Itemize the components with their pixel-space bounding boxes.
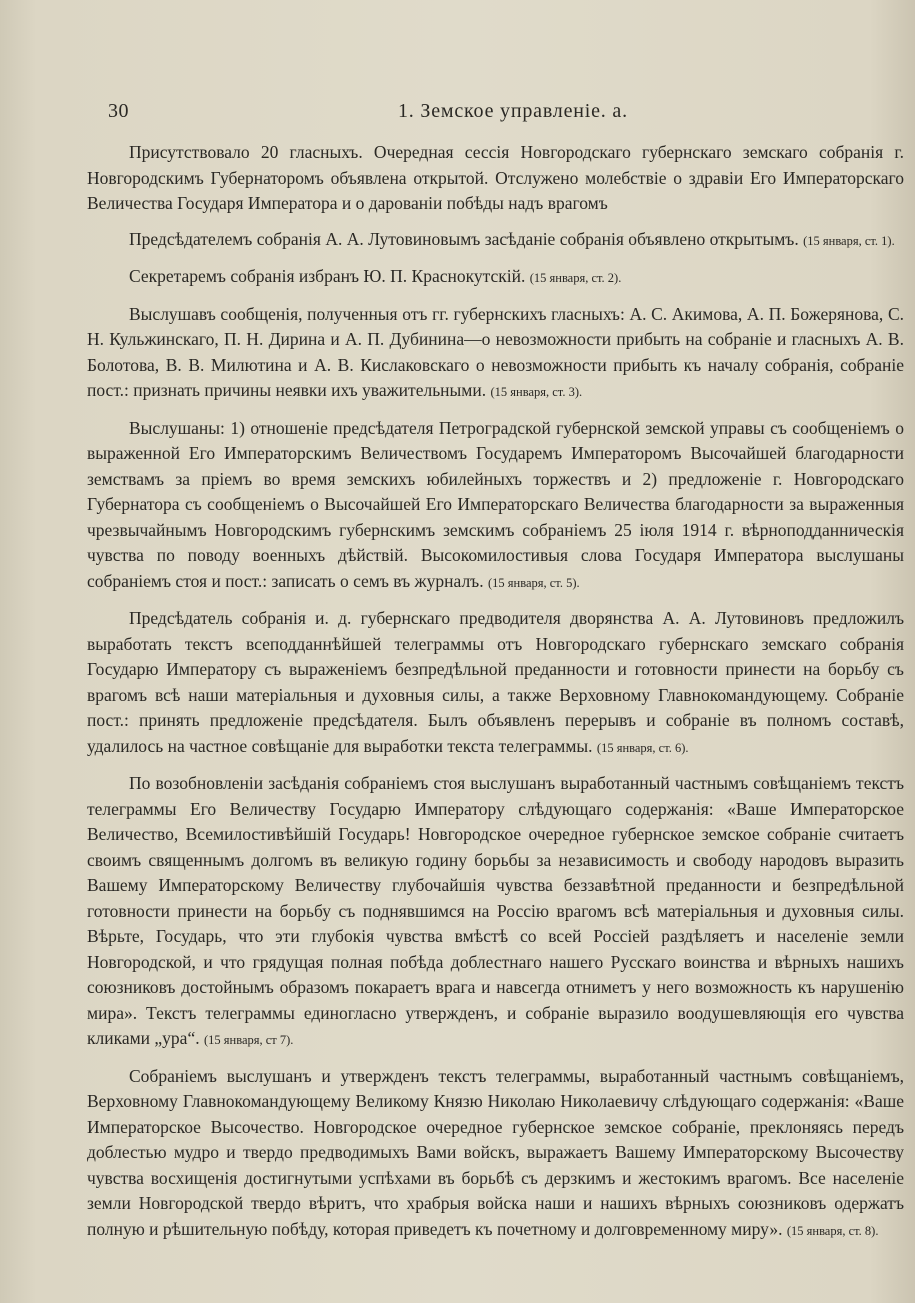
paragraph-text: Предсѣдателемъ собранія А. А. Лутовиновымъ засѣданіе собранія объявлено открытымъ. xyxy=(129,228,799,249)
paragraph-text: Собраніемъ выслушанъ и утвержденъ текстъ телеграммы, выработанный частнымъ совѣщаніемъ, Верховному Главнокомандующему Великому Князю Николаю Николаевичу слѣдующаго содержанія: «Ваше Императорское Высочество. Новгородское очередное губернское земское собраніе, преклоняясь передъ доблестью мудро и твердо предводимыхъ Вами войскъ, выражаетъ Вашему Императорскому Высочеству чувства восхищенія достигнутыми успѣхами въ борьбѣ съ дерзкимъ и жестокимъ врагомъ. Все населеніе земли Новгородской твердо вѣритъ, что храбрыя войска наши и нашихъ вѣрныхъ союзниковъ одержатъ полную и рѣшительную побѣду, которая приведетъ къ почетному и долговременному миру». xyxy=(87,1065,904,1239)
paragraph-chairman xyxy=(87,227,904,255)
paragraph-text: Выслушавъ сообщенія, полученныя отъ гг. губернскихъ гласныхъ: А. С. Акимова, А. П. Божерянова, С. Н. Кульжинскаго, П. Н. Дирина и А. П. Дубинина—о невозможности прибыть на собраніе и гласныхъ А. В. Болотова, В. В. Милютина и А. В. Кислаковскаго о невозможности прибыть къ началу собранія, собраніе пост.: признать причины неявки ихъ уважительными. xyxy=(87,303,904,400)
page-number: 30 xyxy=(108,100,129,122)
paragraph-text: Предсѣдатель собранія и. д. губернскаго предводителя дворянства А. А. Лутовиновъ предложилъ выработать текстъ всеподданнѣйшей телеграммы отъ Новгородскаго губернскаго земскаго собранія Государю Императору съ выраженіемъ безпредѣльной преданности и готовности принести на борьбу съ врагомъ всѣ наши матеріальныя и духовныя силы, а также Верховному Главнокомандующему. Собраніе пост.: принять предложеніе предсѣдателя. Былъ объявленъ перерывъ и собраніе въ полномъ составѣ, удалилось на частное совѣщаніе для выработки текста телеграммы. xyxy=(87,608,904,756)
paragraph-opening xyxy=(87,140,904,217)
paragraph-gratitude xyxy=(87,416,904,597)
paragraph-secretary xyxy=(87,264,904,292)
journal-reference: (15 января, ст. 2). xyxy=(529,271,622,285)
paragraph-text: Присутствовало 20 гласныхъ. Очередная сессія Новгородскаго губернскаго земскаго собранія г. Новгородскимъ Губернаторомъ объявлена открытой. Отслужено молебствіе о здравіи Его Императорскаго Величества Государя Императора и о дарованіи побѣды надъ врагомъ xyxy=(87,142,904,213)
journal-reference: (15 января, ст. 5). xyxy=(487,575,580,590)
paragraph-telegram-commander xyxy=(87,1064,904,1245)
paragraph-text: Секретаремъ собранія избранъ Ю. П. Краснокутскій. xyxy=(129,266,526,286)
paragraph-text: Выслушаны: 1) отношеніе предсѣдателя Петроградской губернской земской управы съ сообщеніемъ о выраженной Его Императорскимъ Величествомъ Государемъ Императоромъ Высочайшей благодарности земствамъ за пріемъ во время земскихъ юбилейныхъ торжествъ и 2) предложеніе г. Новгородскаго Губернатора съ сообщеніемъ о Высочайшей Его Императорскаго Величества благодарности за выраженныя чрезвычайнымъ Новгородскимъ губернскимъ земскимъ собраніемъ 25 іюля 1914 г. вѣрноподданническія чувства по поводу военныхъ дѣйствій. Высокомилостивыя слова Государя Императора выслушаны собраніемъ стоя и пост.: записать о семъ въ журналъ. xyxy=(87,417,904,591)
paragraph-absences xyxy=(87,302,904,406)
journal-reference: (15 января, ст. 1). xyxy=(803,233,895,248)
body-text xyxy=(87,140,904,1254)
journal-reference: (15 января, ст. 3). xyxy=(490,385,583,399)
paragraph-text: По возобновленіи засѣданія собраніемъ стоя выслушанъ выработанный частнымъ совѣщаніемъ текстъ телеграммы Его Величеству Государю Императору слѣдующаго содержанія: «Ваше Императорское Величество, Всемилостивѣйшій Государь! Новгородское очередное губернское земское собраніе считаетъ своимъ священнымъ долгомъ въ великую годину борьбы за независимость и свободу народовъ выразить Вашему Императорскому Величеству глубочайшія чувства беззавѣтной преданности и безпредѣльной готовности принести на борьбу съ поднявшимся на Россію врагомъ всѣ матеріальныя и духовныя силы. Вѣрьте, Государь, что эти глубокія чувства вмѣстѣ со всей Россіей раздѣляетъ и населеніе земли Новгородской, и что грядущая полная побѣда доблестнаго нашего Русскаго воинства и вѣрныхъ нашихъ союзниковъ достойнымъ образомъ покараетъ врага и навсегда отниметъ у него возможность къ нарушенію мира». Текстъ телеграммы единогласно утвержденъ, и собраніе выразило воодушевляющія его чувства кликами „ура“. xyxy=(87,773,904,1048)
page-header xyxy=(108,100,898,128)
paragraph-telegram-proposal xyxy=(87,606,904,761)
running-title: 1. Земское управленіе. а. xyxy=(398,100,628,122)
paragraph-telegram-emperor xyxy=(87,771,904,1054)
journal-reference: (15 января, ст. 8). xyxy=(786,1223,879,1238)
journal-reference: (15 января, ст. 6). xyxy=(596,740,689,755)
journal-reference: (15 января, ст 7). xyxy=(203,1033,294,1047)
